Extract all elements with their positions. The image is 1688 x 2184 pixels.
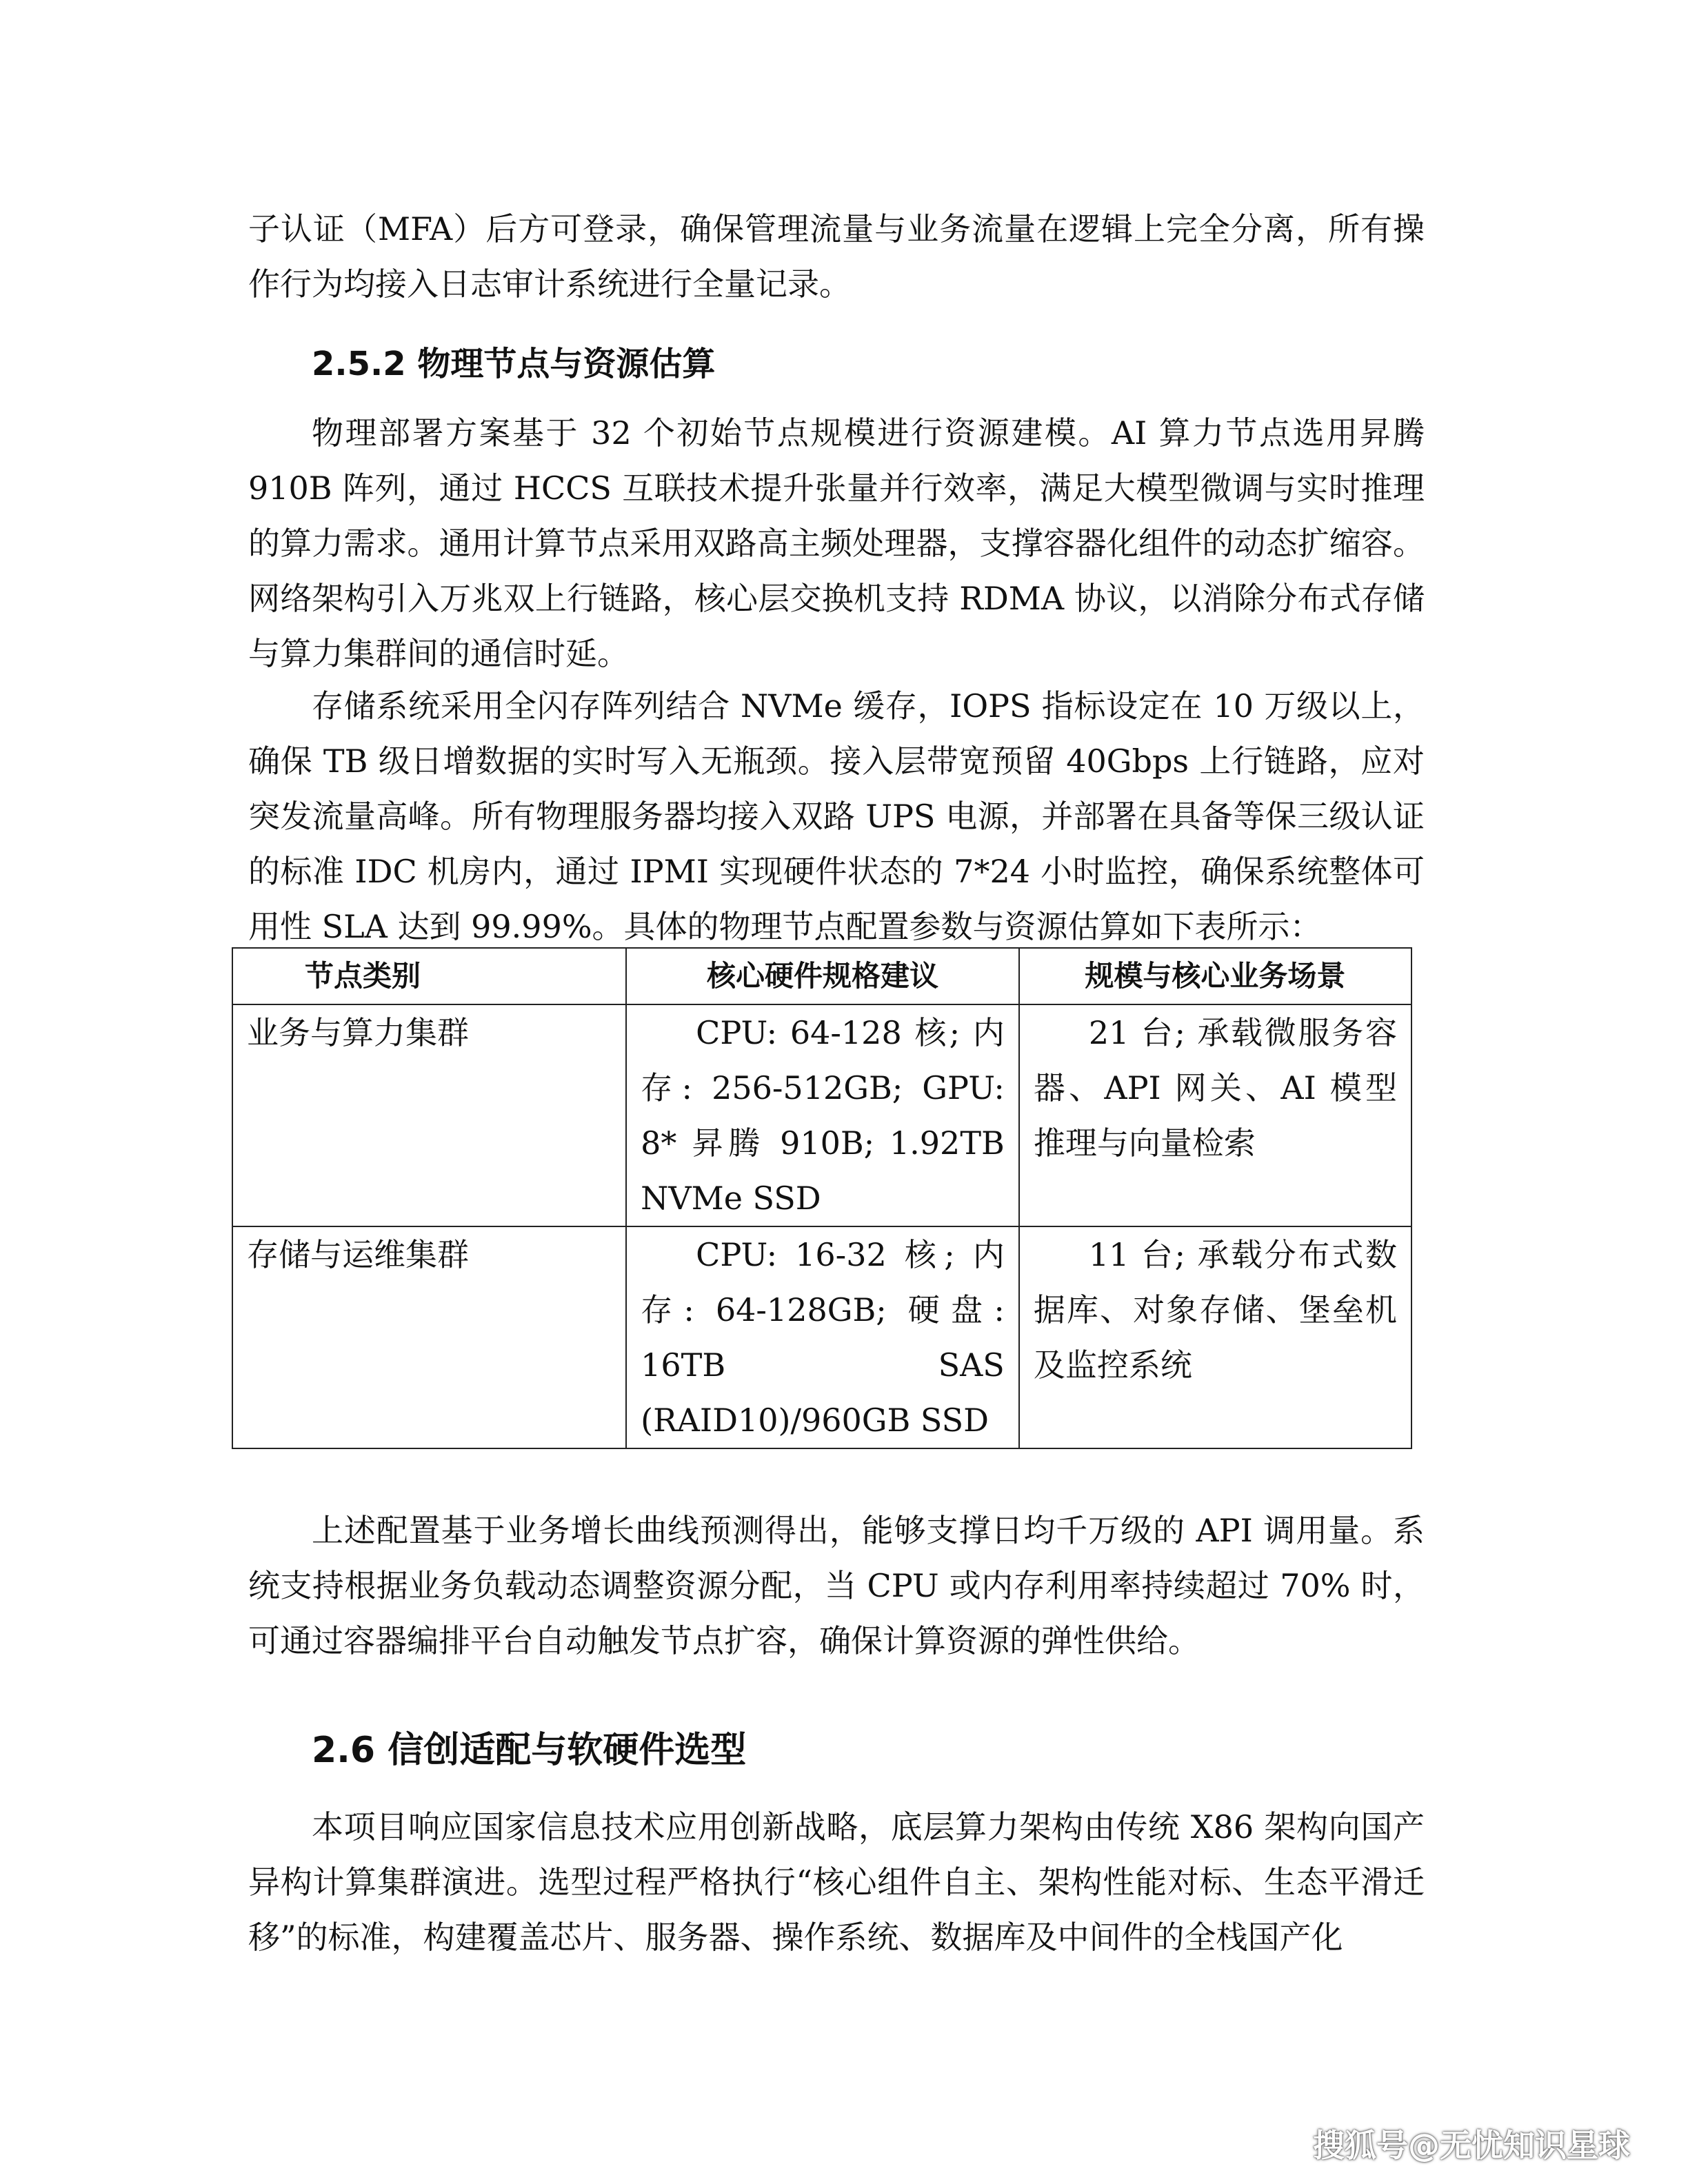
paragraph-storage-system: 存储系统采用全闪存阵列结合 NVMe 缓存，IOPS 指标设定在 10 万级以上，确保 TB 级日增数据的实时写入无瓶颈。接入层带宽预留 40Gbps 上行链路，应对突发流量高峰。所有物理服务器均接入双路 UPS 电源，并部署在具备等保三级认证的标准 IDC 机房内，通过 IPMI 实现硬件状态的 7*24 小时监控，确保系统整体可用性 SLA 达到 99.99%。具体的物理节点配置参数与资源估算如下表所示： bbox=[248, 687, 1425, 945]
table-row bbox=[232, 1226, 1411, 1448]
continuation-paragraph: 子认证（MFA）后方可登录，确保管理流量与业务流量在逻辑上完全分离，所有操作行为均接入日志审计系统进行全量记录。 bbox=[248, 210, 1425, 303]
table-header-row bbox=[232, 948, 1411, 1004]
table-cell-scenario: 11 台; 承载分布式数据库、对象存储、堡垒机及监控系统 bbox=[1019, 1226, 1411, 1448]
section-heading-2-5-2: 2.5.2 物理节点与资源估算 bbox=[312, 345, 716, 383]
table-cell-category: 存储与运维集群 bbox=[232, 1226, 626, 1448]
node-config-table bbox=[232, 947, 1412, 1449]
paragraph-capacity-summary: 上述配置基于业务增长曲线预测得出，能够支撑日均千万级的 API 调用量。系统支持根据业务负载动态调整资源分配，当 CPU 或内存利用率持续超过 70% 时，可通过容器编排平台自动触发节点扩容，确保计算资源的弹性供给。 bbox=[248, 1512, 1425, 1659]
table-cell-scenario: 21 台; 承载微服务容器、API 网关、AI 模型推理与向量检索 bbox=[1019, 1004, 1411, 1226]
table-cell-spec: CPU: 16-32 核; 内存: 64-128GB; 硬盘: 16TB SAS (RAID10)/960GB SSD bbox=[626, 1226, 1019, 1448]
table-header-cell: 规模与核心业务场景 bbox=[1019, 948, 1411, 1004]
watermark: 搜狐号@无忧知识星球 bbox=[1313, 2127, 1630, 2164]
table-row bbox=[232, 1004, 1411, 1226]
paragraph-xinchuang: 本项目响应国家信息技术应用创新战略，底层算力架构由传统 X86 架构向国产异构计算集群演进。选型过程严格执行“核心组件自主、架构性能对标、生态平滑迁移”的标准，构建覆盖芯片、服务器、操作系统、数据库及中间件的全栈国产化 bbox=[248, 1808, 1425, 1956]
table-header-cell: 节点类别 bbox=[232, 948, 626, 1004]
table-cell-category: 业务与算力集群 bbox=[232, 1004, 626, 1226]
table-cell-spec: CPU: 64-128 核; 内存: 256-512GB; GPU: 8* 昇腾 910B; 1.92TB NVMe SSD bbox=[626, 1004, 1019, 1226]
section-heading-2-6: 2.6 信创适配与软硬件选型 bbox=[312, 1730, 747, 1771]
paragraph-physical-deployment: 物理部署方案基于 32 个初始节点规模进行资源建模。AI 算力节点选用昇腾 910B 阵列，通过 HCCS 互联技术提升张量并行效率，满足大模型微调与实时推理的算力需求。通用计算节点采用双路高主频处理器，支撑容器化组件的动态扩缩容。网络架构引入万兆双上行链路，核心层交换机支持 RDMA 协议，以消除分布式存储与算力集群间的通信时延。 bbox=[248, 414, 1425, 672]
table-header-cell: 核心硬件规格建议 bbox=[626, 948, 1019, 1004]
